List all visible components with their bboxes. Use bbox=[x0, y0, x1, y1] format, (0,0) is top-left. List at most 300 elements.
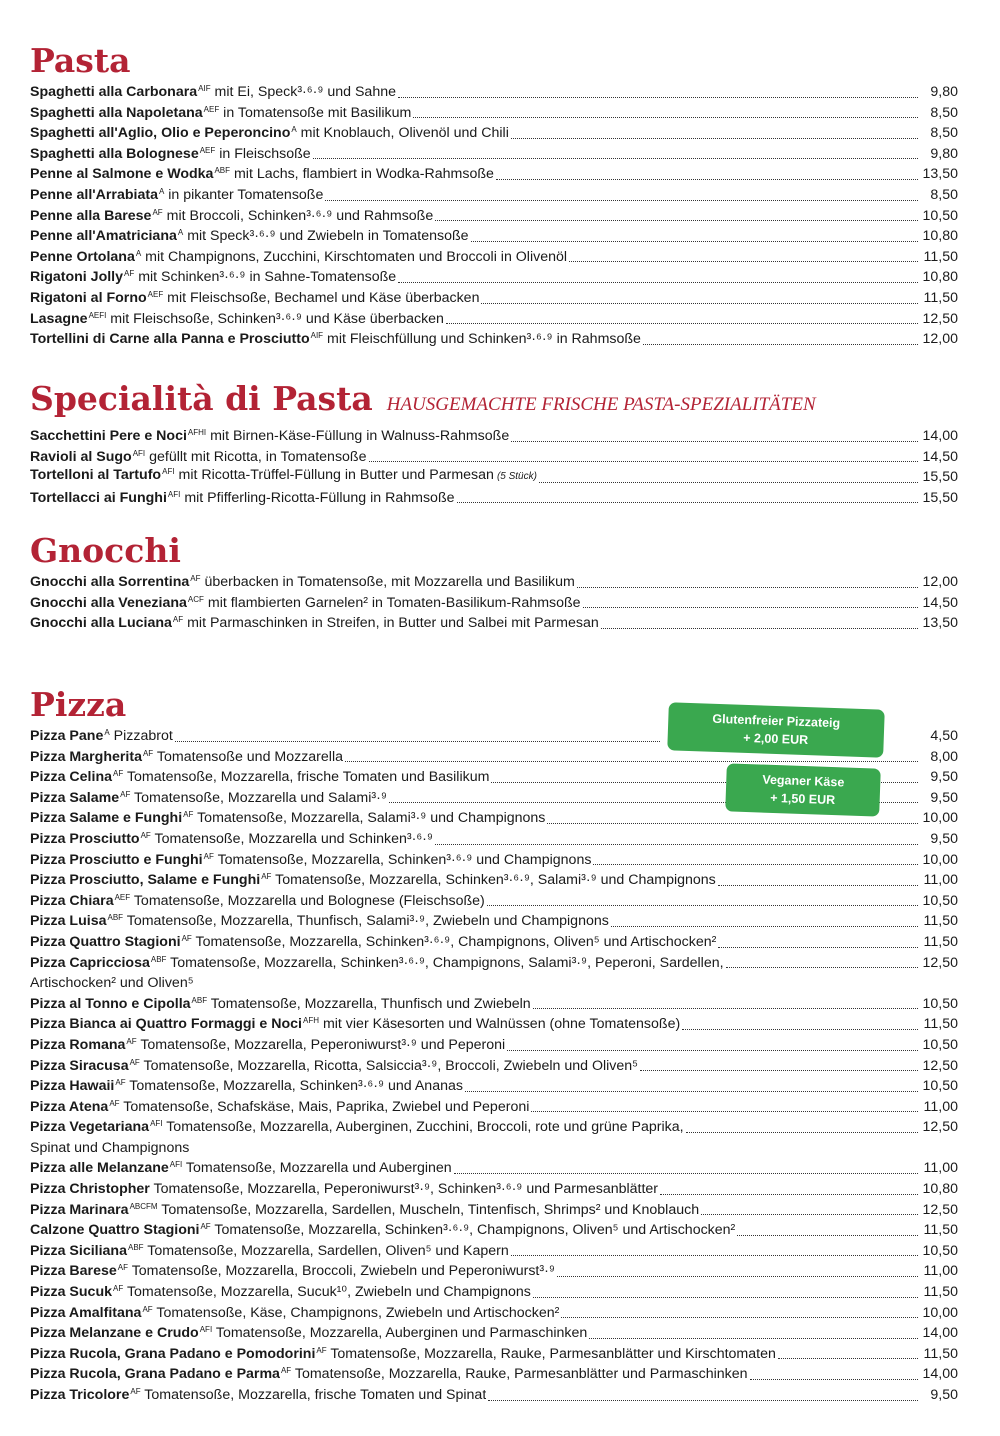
menu-item-description: mit Pfifferling-Ricotta-Füllung in Rahmsoße bbox=[184, 489, 455, 506]
menu-item-description: Tomatensoße, Käse, Champignons, Zwiebeln und Artischocken² bbox=[156, 1304, 560, 1321]
menu-item-description: Tomatensoße, Mozzarella, Schinken³·⁶·⁹ und Ananas bbox=[129, 1078, 463, 1095]
menu-item bbox=[30, 226, 958, 247]
allergen-codes: AF bbox=[316, 1345, 327, 1355]
allergen-codes: AF bbox=[113, 769, 124, 779]
menu-item-text bbox=[30, 1220, 735, 1241]
menu-item bbox=[30, 103, 958, 124]
allergen-codes: AEF bbox=[199, 145, 216, 155]
menu-item-description: Tomatensoße, Mozzarella, Sardellen, Muscheln, Tintenfisch, Shrimps² und Knoblauch bbox=[161, 1201, 700, 1218]
dot-leader bbox=[611, 926, 918, 927]
menu-item-text bbox=[30, 226, 469, 247]
menu-item-description: gefüllt mit Ricotta, in Tomatensoße bbox=[149, 448, 367, 465]
menu-item-description: Tomatensoße, Mozzarella, Peperoniwurst³·⁹, Schinken³·⁶·⁹ und Parmesanblätter bbox=[153, 1181, 659, 1198]
dot-leader bbox=[682, 1029, 918, 1030]
menu-item-name: Pizza Bianca ai Quattro Formaggi e Noci bbox=[30, 1016, 302, 1033]
menu-item-description: Tomatensoße, Mozzarella und Schinken³·⁶·⁹ bbox=[154, 830, 433, 847]
menu-item-text bbox=[30, 1179, 658, 1200]
allergen-codes: AF bbox=[140, 830, 151, 840]
menu-item-description: in Tomatensoße mit Basilikum bbox=[223, 104, 412, 121]
menu-item-price: 10,50 bbox=[922, 995, 958, 1012]
menu-item-text bbox=[30, 1364, 748, 1385]
allergen-codes: AF bbox=[113, 1284, 124, 1294]
allergen-codes: AFHI bbox=[187, 428, 207, 437]
menu-item-text bbox=[30, 932, 716, 953]
section-specialita bbox=[30, 380, 958, 508]
menu-item-description: Tomatensoße, Mozzarella, Schinken³·⁶·⁹, Champignons, Oliven⁵ und Artischocken² bbox=[214, 1222, 736, 1239]
menu-item-name: Pizza Prosciutto, Salame e Funghi bbox=[30, 872, 261, 889]
badge-vegan-cheese bbox=[725, 763, 881, 816]
menu-item-description: Tomatensoße, Mozzarella, Schinken³·⁶·⁹, Champignons, Oliven⁵ und Artischocken² bbox=[195, 933, 717, 950]
menu-item-description-cont: Artischocken² und Oliven⁵ bbox=[30, 975, 194, 992]
menu-item-name: Ravioli al Sugo bbox=[30, 448, 132, 465]
dot-leader bbox=[593, 864, 918, 865]
dot-leader bbox=[511, 138, 918, 139]
menu-item-price: 15,50 bbox=[922, 489, 958, 506]
menu-item-price: 13,50 bbox=[922, 615, 958, 632]
allergen-codes: AF bbox=[261, 872, 272, 882]
dot-leader bbox=[457, 502, 919, 503]
allergen-codes: A bbox=[135, 248, 142, 258]
allergen-codes: AF bbox=[200, 1222, 211, 1232]
menu-item bbox=[30, 185, 958, 206]
menu-item-text bbox=[30, 1056, 638, 1077]
menu-item-description: Tomatensoße, Mozzarella, Rauke, Parmesanblätter und Kirschtomaten bbox=[330, 1345, 776, 1362]
dot-leader bbox=[778, 1358, 918, 1359]
menu-item-text bbox=[30, 747, 343, 768]
menu-item-text bbox=[30, 767, 489, 788]
menu-item-name: Tortelloni al Tartufo bbox=[30, 467, 162, 484]
menu-item-price: 11,50 bbox=[923, 1222, 958, 1239]
allergen-codes: AF bbox=[152, 207, 163, 217]
menu-item-text bbox=[30, 1035, 505, 1056]
menu-item-price: 9,50 bbox=[930, 789, 958, 806]
menu-item-description: mit vier Käsesorten und Walnüssen (ohne Tomatensoße) bbox=[322, 1016, 681, 1033]
menu-item-text bbox=[30, 829, 433, 850]
menu-item-description: mit Fleischsoße, Schinken³·⁶·⁹ und Käse überbacken bbox=[110, 310, 444, 327]
menu-item-text bbox=[30, 103, 411, 124]
menu-item-text bbox=[30, 1241, 509, 1262]
allergen-codes: AF bbox=[142, 748, 154, 758]
menu-item-price: 10,50 bbox=[922, 892, 958, 909]
dot-leader bbox=[511, 441, 918, 442]
menu-item-description: Tomatensoße, Mozzarella, Auberginen und Parmaschinken bbox=[215, 1325, 588, 1342]
menu-item-price: 8,50 bbox=[930, 186, 958, 203]
menu-item-text bbox=[30, 267, 396, 288]
menu-item-name: Tortellini di Carne alla Panna e Prosciutto bbox=[30, 331, 310, 348]
menu-item-name: Pizza Siracusa bbox=[30, 1057, 129, 1074]
menu-item-description: Tomatensoße, Mozzarella, frische Tomaten und Basilikum bbox=[126, 769, 490, 786]
menu-item-price: 11,00 bbox=[923, 1098, 958, 1115]
menu-item-description: Tomatensoße, Mozzarella, Schinken³·⁶·⁹, Salami³·⁹ und Champignons bbox=[275, 872, 716, 889]
menu-item-price: 11,50 bbox=[923, 933, 958, 950]
badge-gluten-line2: + 2,00 EUR bbox=[742, 730, 809, 748]
dot-leader bbox=[737, 1235, 918, 1236]
menu-item-price: 10,00 bbox=[922, 810, 958, 827]
section-pasta bbox=[30, 42, 958, 350]
dot-leader bbox=[175, 741, 660, 742]
menu-item-description: mit Ricotta-Trüffel-Füllung in Butter und Parmesan bbox=[178, 467, 494, 484]
allergen-codes: ACF bbox=[187, 594, 204, 604]
menu-item bbox=[30, 164, 958, 185]
menu-item-name: Spaghetti alla Carbonara bbox=[30, 84, 198, 100]
menu-item-description: Tomatensoße, Schafskäse, Mais, Paprika, Zwiebel und Peperoni bbox=[123, 1098, 530, 1115]
menu-item-price: 8,50 bbox=[930, 125, 958, 142]
badge-gluten-free bbox=[667, 702, 885, 758]
allergen-codes: AF bbox=[120, 789, 131, 799]
dot-leader bbox=[660, 1194, 918, 1195]
allergen-codes: A bbox=[104, 728, 110, 737]
allergen-codes: A bbox=[177, 228, 184, 238]
menu-item-name: Pizza Tricolore bbox=[30, 1387, 130, 1403]
menu-item-description: in Fleischsoße bbox=[219, 145, 311, 162]
menu-item-name: Pizza Rucola, Grana Padano e Pomodorini bbox=[30, 1345, 316, 1362]
menu-item-text bbox=[30, 144, 311, 165]
menu-item-price: 8,00 bbox=[930, 748, 958, 765]
menu-item bbox=[30, 1241, 958, 1262]
menu-item-price: 10,00 bbox=[922, 851, 958, 868]
menu-item-price: 14,00 bbox=[922, 428, 958, 444]
menu-item-text bbox=[30, 1097, 529, 1118]
menu-item-description-cont: Spinat und Champignons bbox=[30, 1139, 190, 1156]
menu-item bbox=[30, 1220, 958, 1241]
dot-leader bbox=[454, 1173, 918, 1174]
menu-item-name: Pizza Prosciutto e Funghi bbox=[30, 851, 203, 868]
allergen-codes: AFI bbox=[162, 467, 175, 477]
menu-item-name: Gnocchi alla Luciana bbox=[30, 615, 172, 632]
menu-item-description: Tomatensoße, Mozzarella und Auberginen bbox=[185, 1160, 452, 1177]
menu-item-price: 10,80 bbox=[922, 1181, 958, 1198]
dot-leader bbox=[325, 200, 918, 201]
dot-leader bbox=[583, 607, 918, 608]
allergen-codes: ABF bbox=[107, 913, 124, 923]
menu-item-name: Gnocchi alla Sorrentina bbox=[30, 574, 190, 590]
allergen-codes: AF bbox=[109, 1098, 120, 1108]
menu-item-price: 11,50 bbox=[923, 1284, 958, 1301]
menu-item-description: überbacken in Tomatensoße, mit Mozzarella und Basilikum bbox=[204, 574, 575, 590]
menu-item-name: Rigatoni Jolly bbox=[30, 269, 124, 286]
menu-item-price: 11,50 bbox=[923, 248, 958, 265]
menu-item bbox=[30, 144, 958, 165]
menu-item-description: Tomatensoße, Mozzarella, Schinken³·⁶·⁹, Champignons, Salami³·⁹, Peperoni, Sardellen, bbox=[170, 954, 724, 971]
dot-leader bbox=[726, 967, 918, 968]
badge-vegan-line2: + 1,50 EUR bbox=[769, 790, 836, 808]
menu-item-name: Pizza Salame e Funghi bbox=[30, 810, 183, 827]
menu-item-text bbox=[30, 850, 591, 871]
allergen-codes: AF bbox=[115, 1078, 126, 1088]
dot-leader bbox=[488, 1400, 918, 1401]
menu-item-text bbox=[30, 1344, 776, 1365]
menu-item-price: 14,50 bbox=[922, 448, 958, 465]
menu-item-price: 12,00 bbox=[922, 574, 958, 590]
menu-item-description: Tomatensoße, Mozzarella, Schinken³·⁶·⁹ und Champignons bbox=[217, 851, 592, 868]
section-title-pizza: Pizza bbox=[30, 685, 127, 724]
menu-item-price: 14,50 bbox=[922, 594, 958, 611]
menu-item bbox=[30, 329, 958, 350]
dot-leader bbox=[481, 303, 918, 304]
menu-item-description: Tomatensoße, Mozzarella, Thunfisch und Zwiebeln bbox=[210, 995, 531, 1012]
menu-item-name: Pizza Chiara bbox=[30, 892, 114, 909]
menu-item-price: 9,50 bbox=[930, 1387, 958, 1403]
menu-item-name: Pizza Quattro Stagioni bbox=[30, 933, 181, 950]
menu-item-name: Spaghetti alla Bolognese bbox=[30, 145, 199, 162]
menu-item-name: Calzone Quattro Stagioni bbox=[30, 1222, 200, 1239]
menu-item bbox=[30, 247, 958, 268]
allergen-codes: AF bbox=[124, 269, 135, 279]
menu-item bbox=[30, 850, 958, 871]
dot-leader bbox=[471, 241, 918, 242]
menu-item-description: Tomatensoße, Mozzarella, Peperoniwurst³·⁹ und Peperoni bbox=[140, 1036, 506, 1053]
specialita-items bbox=[30, 426, 958, 508]
menu-item-description: mit Lachs, flambiert in Wodka-Rahmsoße bbox=[233, 166, 494, 183]
menu-item-name: Pizza Celina bbox=[30, 769, 113, 786]
allergen-codes: AFI bbox=[169, 1160, 183, 1170]
menu-item-description: Tomatensoße und Mozzarella bbox=[156, 748, 343, 765]
allergen-codes: ABF bbox=[191, 995, 208, 1005]
menu-item-price: 12,50 bbox=[922, 1119, 958, 1136]
menu-item-price: 4,50 bbox=[930, 728, 958, 744]
menu-item-text bbox=[30, 1158, 452, 1179]
menu-item bbox=[30, 1364, 958, 1385]
dot-leader bbox=[496, 179, 918, 180]
allergen-codes: A bbox=[158, 186, 165, 196]
dot-leader bbox=[435, 220, 918, 221]
menu-item-name: Penne all'Amatriciana bbox=[30, 228, 177, 245]
dot-leader bbox=[345, 761, 918, 762]
menu-item-price: 11,50 bbox=[923, 1345, 958, 1362]
menu-item bbox=[30, 593, 958, 614]
allergen-codes: A bbox=[291, 125, 297, 135]
menu-item-text bbox=[30, 994, 531, 1015]
allergen-codes: AF bbox=[129, 1057, 140, 1067]
menu-item-description: Tomatensoße, Mozzarella, Auberginen, Zucchini, Broccoli, rote und grüne Paprika, bbox=[166, 1119, 684, 1136]
badge-gluten-line1: Glutenfreier Pizzateig bbox=[712, 711, 841, 731]
menu-item-price: 11,50 bbox=[923, 913, 958, 930]
allergen-codes: ABF bbox=[128, 1242, 144, 1252]
dot-leader bbox=[413, 117, 918, 118]
menu-item bbox=[30, 1158, 958, 1179]
menu-item-name: Pizza alle Melanzane bbox=[30, 1160, 169, 1177]
dot-leader bbox=[750, 1379, 918, 1380]
menu-item bbox=[30, 1097, 958, 1118]
menu-item-description: mit flambierten Garnelen² in Tomaten-Basilikum-Rahmsoße bbox=[207, 594, 581, 611]
menu-item-name: Penne alla Barese bbox=[30, 207, 152, 224]
menu-item-text bbox=[30, 1282, 531, 1303]
dot-leader bbox=[718, 885, 918, 886]
menu-item-description: mit Knoblauch, Olivenöl und Chili bbox=[300, 125, 509, 142]
menu-item-price: 12,50 bbox=[922, 1057, 958, 1074]
menu-item bbox=[30, 932, 958, 953]
menu-item-description: mit Ei, Speck³·⁶·⁹ und Sahne bbox=[214, 84, 396, 100]
menu-item-description: mit Fleischsoße, Bechamel und Käse überbacken bbox=[167, 289, 480, 306]
menu-item bbox=[30, 447, 958, 468]
menu-item-price: 14,00 bbox=[922, 1325, 958, 1342]
pizza-items bbox=[30, 726, 958, 1406]
menu-item bbox=[30, 891, 958, 912]
menu-item bbox=[30, 911, 958, 932]
dot-leader bbox=[487, 905, 918, 906]
allergen-codes: AF bbox=[190, 574, 201, 583]
menu-item-name: Pizza Atena bbox=[30, 1098, 109, 1115]
allergen-codes: ABF bbox=[150, 954, 167, 964]
dot-leader bbox=[557, 1276, 918, 1277]
menu-item-description: Tomatensoße, Mozzarella, Rauke, Parmesanblätter und Parmaschinken bbox=[294, 1366, 748, 1383]
menu-item bbox=[30, 870, 958, 891]
menu-item-price: 12,50 bbox=[922, 954, 958, 971]
dot-leader bbox=[398, 97, 918, 98]
menu-item-text bbox=[30, 891, 485, 912]
menu-item-text bbox=[30, 1014, 680, 1035]
section-pizza bbox=[30, 686, 958, 1406]
menu-item-text bbox=[30, 247, 567, 268]
allergen-codes: AEF bbox=[203, 104, 220, 114]
menu-item-name: Pizza al Tonno e Cipolla bbox=[30, 995, 191, 1012]
dot-leader bbox=[569, 261, 918, 262]
menu-item-price: 9,80 bbox=[930, 84, 958, 100]
menu-item-description: Tomatensoße, Mozzarella, Ricotta, Salsiccia³·⁹, Broccoli, Zwiebeln und Oliven⁵ bbox=[143, 1057, 639, 1074]
menu-item bbox=[30, 1261, 958, 1282]
dot-leader bbox=[701, 1214, 918, 1215]
allergen-codes: AFH bbox=[303, 1016, 319, 1026]
menu-item-name: Pizza Margherita bbox=[30, 748, 142, 765]
dot-leader bbox=[465, 1091, 918, 1092]
dot-leader bbox=[313, 158, 918, 159]
menu-item-name: Pizza Siciliana bbox=[30, 1242, 127, 1259]
menu-item bbox=[30, 1056, 958, 1077]
section-title-gnocchi: Gnocchi bbox=[30, 531, 181, 570]
menu-item-text bbox=[30, 1200, 699, 1221]
dot-leader bbox=[446, 323, 918, 324]
menu-item bbox=[30, 206, 958, 227]
menu-item-text bbox=[30, 1261, 555, 1282]
menu-item bbox=[30, 829, 958, 850]
menu-item bbox=[30, 1076, 958, 1097]
menu-item-note: (5 Stück) bbox=[496, 471, 537, 483]
menu-item bbox=[30, 1014, 958, 1035]
menu-item-price: 10,00 bbox=[922, 1304, 958, 1321]
allergen-codes: AIF bbox=[310, 331, 324, 341]
dot-leader bbox=[601, 628, 918, 629]
menu-item-name: Pizza Barese bbox=[30, 1263, 117, 1280]
menu-item-description: mit Broccoli, Schinken³·⁶·⁹ und Rahmsoße bbox=[166, 207, 434, 224]
dot-leader bbox=[686, 1132, 918, 1133]
menu-item-text bbox=[30, 788, 387, 809]
dot-leader bbox=[511, 1255, 918, 1256]
menu-item-price: 11,00 bbox=[923, 1263, 958, 1280]
menu-item-price: 10,50 bbox=[922, 207, 958, 224]
menu-item-price: 12,00 bbox=[922, 331, 958, 348]
dot-leader bbox=[561, 1317, 918, 1318]
menu-item-description: mit Birnen-Käse-Füllung in Walnuss-Rahmsoße bbox=[210, 428, 510, 444]
menu-item-name: Pizza Hawaii bbox=[30, 1078, 115, 1095]
menu-item bbox=[30, 1117, 958, 1138]
allergen-codes: AEF bbox=[147, 289, 164, 299]
menu-item bbox=[30, 994, 958, 1015]
menu-item bbox=[30, 467, 958, 488]
menu-item bbox=[30, 267, 958, 288]
menu-item-name: Pizza Luisa bbox=[30, 913, 107, 930]
menu-item bbox=[30, 1035, 958, 1056]
dot-leader bbox=[589, 1338, 918, 1339]
menu-item-text bbox=[30, 1303, 559, 1324]
menu-item-description: Tomatensoße, Mozzarella, frische Tomaten und Spinat bbox=[144, 1387, 487, 1403]
allergen-codes: AF bbox=[172, 615, 184, 625]
menu-item-text bbox=[30, 329, 641, 350]
menu-item bbox=[30, 1200, 958, 1221]
menu-item-text bbox=[30, 164, 494, 185]
menu-item-text bbox=[30, 309, 444, 330]
dot-leader bbox=[531, 1111, 918, 1112]
menu-item-name: Pizza Rucola, Grana Padano e Parma bbox=[30, 1366, 280, 1383]
menu-item-description: mit Champignons, Zucchini, Kirschtomaten und Broccoli in Olivenöl bbox=[145, 248, 568, 265]
menu-item-price: 15,50 bbox=[922, 469, 958, 486]
menu-item-name: Rigatoni al Forno bbox=[30, 289, 147, 306]
menu-item-name: Pizza Sucuk bbox=[30, 1284, 113, 1301]
menu-item-text bbox=[30, 123, 509, 144]
allergen-codes: AF bbox=[181, 933, 192, 943]
dot-leader bbox=[577, 587, 918, 588]
dot-leader bbox=[718, 947, 918, 948]
badge-vegan-line1: Veganer Käse bbox=[762, 772, 845, 790]
menu-item-price: 12,50 bbox=[922, 1201, 958, 1218]
menu-item-description: Pizzabrot bbox=[113, 728, 173, 744]
menu-item-name: Penne Ortolana bbox=[30, 248, 135, 265]
menu-item-name: Penne al Salmone e Wodka bbox=[30, 166, 214, 183]
menu-item-name: Tortellacci ai Funghi bbox=[30, 489, 167, 506]
menu-item-name: Pizza Prosciutto bbox=[30, 830, 140, 847]
menu-item-text bbox=[30, 1385, 486, 1406]
menu-item-description: mit Speck³·⁶·⁹ und Zwiebeln in Tomatensoße bbox=[187, 228, 469, 245]
menu-item-text bbox=[30, 870, 716, 891]
menu-item-description: mit Fleischfüllung und Schinken³·⁶·⁹ in Rahmsoße bbox=[327, 331, 641, 348]
menu-item-price: 9,50 bbox=[930, 769, 958, 786]
menu-item bbox=[30, 1344, 958, 1365]
menu-item bbox=[30, 488, 958, 509]
dot-leader bbox=[507, 1050, 918, 1051]
menu-item-description: Tomatensoße, Mozzarella, Thunfisch, Salami³·⁹, Zwiebeln und Champignons bbox=[126, 913, 609, 930]
dot-leader bbox=[533, 1297, 918, 1298]
menu-item-description: in pikanter Tomatensoße bbox=[168, 186, 324, 203]
menu-item bbox=[30, 288, 958, 309]
menu-item-text bbox=[30, 1323, 587, 1344]
menu-item-description: mit Schinken³·⁶·⁹ in Sahne-Tomatensoße bbox=[138, 269, 397, 286]
menu-item-name: Pizza Melanzane e Crudo bbox=[30, 1325, 199, 1342]
menu-item-description: Tomatensoße, Mozzarella, Sucuk¹⁰, Zwiebeln und Champignons bbox=[126, 1284, 531, 1301]
menu-item-name: Pizza Romana bbox=[30, 1036, 126, 1053]
menu-item bbox=[30, 1385, 958, 1406]
menu-item bbox=[30, 309, 958, 330]
menu-item-price: 14,00 bbox=[922, 1366, 958, 1383]
menu-item-description: Tomatensoße, Mozzarella, Sardellen, Oliven⁵ und Kapern bbox=[147, 1242, 509, 1259]
dot-leader bbox=[435, 844, 918, 845]
menu-item-description: Tomatensoße, Mozzarella und Bolognese (Fleischsoße) bbox=[133, 892, 485, 909]
dot-leader bbox=[539, 482, 918, 483]
dot-leader bbox=[643, 344, 918, 345]
menu-item-description: Tomatensoße, Mozzarella, Salami³·⁹ und Champignons bbox=[197, 810, 546, 827]
menu-item-description: Tomatensoße, Mozzarella, Broccoli, Zwiebeln und Peperoniwurst³·⁹ bbox=[131, 1263, 555, 1280]
menu-item-text bbox=[30, 288, 479, 309]
menu-item-name: Pizza Christopher bbox=[30, 1181, 150, 1198]
dot-leader bbox=[640, 1070, 918, 1071]
menu-item-price: 10,50 bbox=[922, 1078, 958, 1095]
menu-item-text bbox=[30, 447, 367, 468]
menu-item-name: Spaghetti alla Napoletana bbox=[30, 104, 203, 121]
menu-item bbox=[30, 572, 958, 593]
menu-item-text bbox=[30, 1076, 463, 1097]
menu-item-price: 10,80 bbox=[922, 228, 958, 245]
menu-item bbox=[30, 1179, 958, 1200]
allergen-codes: AF bbox=[126, 1036, 137, 1046]
menu-item-text bbox=[30, 911, 609, 932]
